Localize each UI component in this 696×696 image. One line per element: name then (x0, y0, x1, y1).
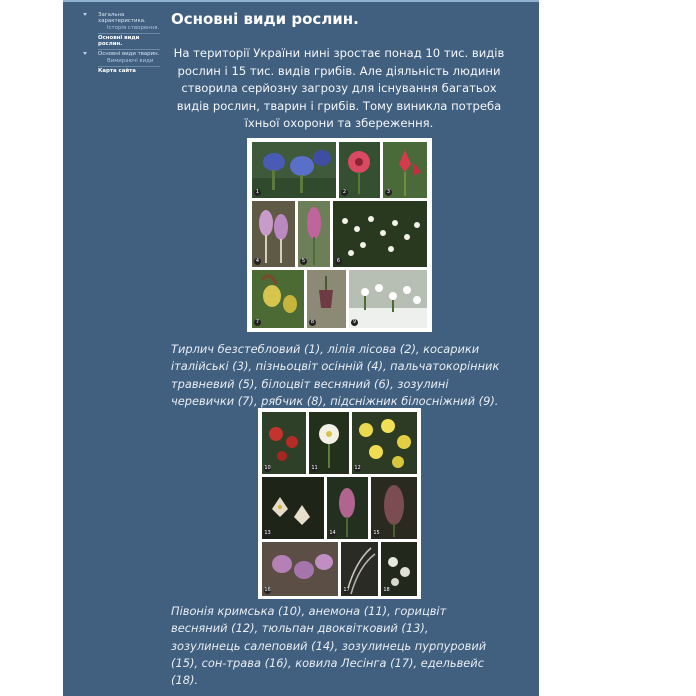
nav-plant-species[interactable] (90, 35, 164, 48)
photo-feather-grass (341, 542, 378, 596)
photo-number: 16 (264, 587, 271, 593)
photo-number: 18 (383, 587, 390, 593)
photo-fritillaria (307, 270, 346, 328)
nav-label[interactable]: Історія створення. (107, 24, 160, 31)
photo-orchis-purple (371, 477, 417, 539)
photo-orchis-salep (327, 477, 368, 539)
photo-number: 8 (310, 319, 315, 325)
plants-photo-collage-2 (258, 408, 421, 599)
nav-general-characteristics[interactable] (90, 12, 164, 25)
figure-caption-2: Півонія кримська (10), анемона (11), горицвіт весняний (12), тюльпан двоквітковий (13), зозулинець салеповий (14), зозулинець пурпуровий (15), сон-трава (16), ковила Лесінга (17), едельвейс (18). (171, 604, 487, 688)
photo-lily (339, 142, 380, 198)
nav-label[interactable]: Загальна характеристика. (98, 12, 146, 25)
photo-number: 6 (336, 258, 341, 264)
sidebar-nav (90, 12, 164, 76)
photo-number: 17 (343, 587, 350, 593)
photo-number: 9 (352, 319, 357, 325)
nav-label[interactable]: Основні види тварин. (98, 51, 160, 58)
nav-endangered[interactable] (90, 58, 164, 64)
chevron-down-icon[interactable] (83, 13, 87, 16)
photo-gladiolus (383, 142, 427, 198)
page-title: Основні види рослин. (171, 10, 359, 28)
photo-number: 14 (329, 530, 336, 536)
photo-number: 7 (255, 319, 260, 325)
nav-sitemap[interactable] (90, 68, 164, 74)
photo-number: 4 (255, 258, 260, 264)
photo-peony (262, 412, 306, 474)
nav-divider (98, 33, 160, 34)
figure-caption-1: Тирлич безстебловий (1), лілія лісова (2), косарики італійські (3), пізньоцвіт осінній (4), пальчатокорінник травневий (5), білоцвіт весняний (6), зозулині черевички (7), рябчик (8), підсніжник білосніжний (9). (171, 342, 500, 408)
photo-anemone (309, 412, 349, 474)
photo-pasqueflower (262, 542, 338, 596)
nav-label[interactable]: Основні види рослин. (98, 34, 140, 48)
photo-tulip (262, 477, 324, 539)
photo-colchicum (252, 201, 295, 267)
nav-history[interactable] (90, 25, 164, 31)
photo-number: 12 (354, 465, 361, 471)
nav-label[interactable]: Карта сайта (98, 68, 136, 75)
photo-number: 10 (264, 465, 271, 471)
chevron-down-icon[interactable] (83, 52, 87, 55)
photo-number: 2 (342, 189, 347, 195)
nav-divider (98, 66, 160, 67)
photo-adonis (352, 412, 417, 474)
photo-number: 15 (373, 530, 380, 536)
nav-divider (98, 49, 160, 50)
intro-paragraph: На території України нині зростає понад 10 тис. видів рослин і 15 тис. видів грибів. Але діяльність людини створила серйозну загрозу для існування багатьох видів рослин, тварин і грибів. Тому виникла потреба їхньої охорони та збереження. (173, 46, 505, 130)
photo-number: 1 (255, 189, 260, 195)
photo-number: 11 (311, 465, 318, 471)
photo-snowdrop (349, 270, 427, 328)
nav-label[interactable]: Вимираючі види (107, 57, 154, 64)
photo-number: 5 (301, 258, 306, 264)
photo-number: 13 (264, 530, 271, 536)
photo-number: 3 (386, 189, 391, 195)
photo-gentian (252, 142, 336, 198)
photo-cypripedium (252, 270, 304, 328)
plants-photo-collage-1 (247, 138, 432, 332)
photo-leucojum (333, 201, 427, 267)
photo-edelweiss (381, 542, 417, 596)
photo-dactylorhiza (298, 201, 330, 267)
